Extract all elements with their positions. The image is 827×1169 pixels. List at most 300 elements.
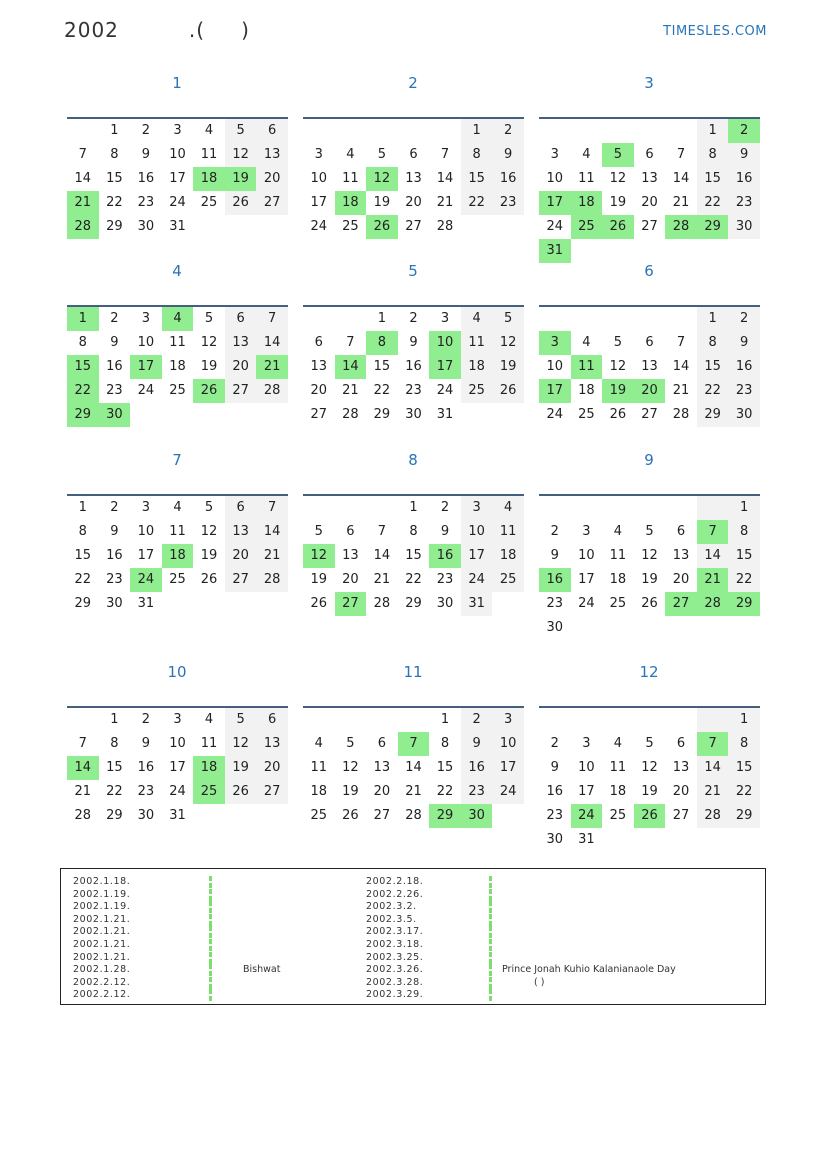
day-cell[interactable]: 13 — [641, 359, 658, 374]
day-cell[interactable]: 25 — [492, 568, 524, 592]
day-cell[interactable]: 27 — [373, 808, 391, 823]
day-cell[interactable]: 22 — [436, 784, 454, 799]
day-cell[interactable]: 9 — [409, 335, 418, 350]
day-cell[interactable]: 7 — [697, 520, 729, 544]
day-cell[interactable]: 28 — [697, 804, 729, 828]
day-cell[interactable]: 19 — [641, 784, 658, 799]
day-cell[interactable]: 3 — [582, 736, 591, 751]
day-cell[interactable]: 23 — [106, 383, 123, 398]
day-cell[interactable]: 17 — [539, 379, 571, 403]
day-cell[interactable]: 16 — [728, 355, 760, 379]
day-cell[interactable]: 29 — [429, 804, 461, 828]
day-cell[interactable]: 30 — [546, 620, 564, 635]
day-cell[interactable]: 1 — [697, 307, 729, 331]
day-cell[interactable]: 1 — [697, 119, 729, 143]
day-cell[interactable]: 16 — [106, 359, 123, 374]
day-cell[interactable]: 10 — [578, 548, 595, 563]
day-cell[interactable]: 14 — [256, 331, 288, 355]
day-cell[interactable]: 14 — [672, 171, 690, 186]
day-cell[interactable]: 30 — [99, 403, 131, 427]
day-cell[interactable]: 25 — [609, 596, 627, 611]
day-cell[interactable]: 5 — [492, 307, 524, 331]
day-cell[interactable]: 1 — [110, 712, 119, 727]
day-cell[interactable]: 18 — [578, 383, 595, 398]
day-cell[interactable]: 11 — [169, 524, 186, 539]
day-cell[interactable]: 11 — [609, 760, 627, 775]
day-cell[interactable]: 5 — [204, 500, 214, 515]
day-cell[interactable]: 27 — [665, 592, 697, 616]
day-cell[interactable]: 26 — [200, 572, 218, 587]
day-cell[interactable]: 12 — [303, 544, 335, 568]
day-cell[interactable]: 16 — [429, 544, 461, 568]
day-cell[interactable]: 17 — [169, 760, 186, 775]
day-cell[interactable]: 1 — [461, 119, 493, 143]
day-cell[interactable]: 2 — [550, 524, 559, 539]
day-cell[interactable]: 26 — [225, 191, 257, 215]
day-cell[interactable]: 29 — [67, 403, 99, 427]
day-cell[interactable]: 29 — [697, 403, 729, 427]
day-cell[interactable]: 23 — [492, 191, 524, 215]
day-cell[interactable]: 5 — [314, 524, 323, 539]
day-cell[interactable]: 25 — [169, 572, 186, 587]
day-cell[interactable]: 5 — [645, 524, 654, 539]
day-cell[interactable]: 7 — [346, 335, 355, 350]
day-cell[interactable]: 11 — [342, 171, 359, 186]
day-cell[interactable]: 10 — [546, 359, 564, 374]
day-cell[interactable]: 30 — [436, 596, 454, 611]
day-cell[interactable]: 29 — [697, 215, 729, 239]
day-cell[interactable]: 14 — [335, 355, 367, 379]
day-cell[interactable]: 6 — [225, 496, 257, 520]
day-cell[interactable]: 24 — [169, 195, 186, 210]
day-cell[interactable]: 20 — [310, 383, 328, 398]
day-cell[interactable]: 12 — [225, 732, 257, 756]
day-cell[interactable]: 3 — [492, 708, 524, 732]
day-cell[interactable]: 2 — [110, 500, 119, 515]
day-cell[interactable]: 21 — [342, 383, 359, 398]
day-cell[interactable]: 18 — [609, 784, 627, 799]
day-cell[interactable]: 19 — [200, 548, 218, 563]
day-cell[interactable]: 8 — [440, 736, 450, 751]
day-cell[interactable]: 29 — [405, 596, 422, 611]
day-cell[interactable]: 9 — [550, 548, 559, 563]
day-cell[interactable]: 11 — [200, 147, 218, 162]
day-cell[interactable]: 28 — [405, 808, 422, 823]
day-cell[interactable]: 16 — [461, 756, 493, 780]
day-cell[interactable]: 25 — [200, 195, 218, 210]
day-cell[interactable]: 13 — [256, 143, 288, 167]
day-cell[interactable]: 30 — [137, 219, 155, 234]
day-cell[interactable]: 3 — [141, 311, 151, 326]
day-cell[interactable]: 2 — [409, 311, 418, 326]
day-cell[interactable]: 17 — [539, 191, 571, 215]
day-cell[interactable]: 25 — [342, 219, 359, 234]
day-cell[interactable]: 2 — [728, 119, 760, 143]
day-cell[interactable]: 4 — [204, 712, 214, 727]
day-cell[interactable]: 28 — [256, 568, 288, 592]
day-cell[interactable]: 4 — [492, 496, 524, 520]
day-cell[interactable]: 14 — [672, 359, 690, 374]
day-cell[interactable]: 12 — [200, 335, 218, 350]
day-cell[interactable]: 7 — [78, 147, 87, 162]
day-cell[interactable]: 20 — [256, 167, 288, 191]
day-cell[interactable]: 22 — [67, 379, 99, 403]
day-cell[interactable]: 24 — [571, 804, 603, 828]
day-cell[interactable]: 6 — [256, 708, 288, 732]
day-cell[interactable]: 2 — [728, 307, 760, 331]
day-cell[interactable]: 29 — [106, 219, 123, 234]
day-cell[interactable]: 9 — [110, 335, 119, 350]
day-cell[interactable]: 10 — [492, 732, 524, 756]
day-cell[interactable]: 8 — [728, 520, 760, 544]
day-cell[interactable]: 23 — [137, 784, 155, 799]
day-cell[interactable]: 16 — [539, 568, 571, 592]
day-cell[interactable]: 26 — [602, 215, 634, 239]
day-cell[interactable]: 26 — [609, 407, 627, 422]
day-cell[interactable]: 21 — [67, 191, 99, 215]
day-cell[interactable]: 11 — [571, 355, 603, 379]
day-cell[interactable]: 13 — [256, 732, 288, 756]
day-cell[interactable]: 28 — [74, 808, 92, 823]
day-cell[interactable]: 27 — [256, 780, 288, 804]
day-cell[interactable]: 5 — [645, 736, 654, 751]
day-cell[interactable]: 17 — [137, 548, 155, 563]
day-cell[interactable]: 30 — [405, 407, 422, 422]
day-cell[interactable]: 18 — [193, 756, 225, 780]
day-cell[interactable]: 24 — [130, 568, 162, 592]
day-cell[interactable]: 31 — [539, 239, 571, 263]
day-cell[interactable]: 22 — [74, 572, 92, 587]
day-cell[interactable]: 1 — [409, 500, 418, 515]
day-cell[interactable]: 4 — [162, 307, 194, 331]
day-cell[interactable]: 11 — [609, 548, 627, 563]
day-cell[interactable]: 7 — [256, 496, 288, 520]
day-cell[interactable]: 19 — [492, 355, 524, 379]
day-cell[interactable]: 14 — [373, 548, 391, 563]
day-cell[interactable]: 8 — [110, 147, 119, 162]
day-cell[interactable]: 10 — [546, 171, 564, 186]
day-cell[interactable]: 7 — [676, 147, 686, 162]
day-cell[interactable]: 26 — [492, 379, 524, 403]
day-cell[interactable]: 3 — [539, 331, 571, 355]
day-cell[interactable]: 9 — [461, 732, 493, 756]
day-cell[interactable]: 21 — [672, 195, 690, 210]
day-cell[interactable]: 1 — [67, 307, 99, 331]
day-cell[interactable]: 15 — [74, 548, 92, 563]
day-cell[interactable]: 4 — [346, 147, 355, 162]
day-cell[interactable]: 7 — [697, 732, 729, 756]
day-cell[interactable]: 22 — [461, 191, 493, 215]
day-cell[interactable]: 27 — [335, 592, 367, 616]
day-cell[interactable]: 14 — [256, 520, 288, 544]
day-cell[interactable]: 19 — [200, 359, 218, 374]
day-cell[interactable]: 31 — [169, 808, 186, 823]
day-cell[interactable]: 6 — [409, 147, 418, 162]
day-cell[interactable]: 20 — [405, 195, 422, 210]
day-cell[interactable]: 15 — [67, 355, 99, 379]
day-cell[interactable]: 23 — [137, 195, 155, 210]
day-cell[interactable]: 27 — [310, 407, 328, 422]
day-cell[interactable]: 10 — [169, 736, 186, 751]
day-cell[interactable]: 18 — [609, 572, 627, 587]
day-cell[interactable]: 16 — [546, 784, 564, 799]
day-cell[interactable]: 9 — [728, 143, 760, 167]
day-cell[interactable]: 21 — [672, 383, 690, 398]
day-cell[interactable]: 10 — [310, 171, 328, 186]
day-cell[interactable]: 16 — [137, 760, 155, 775]
day-cell[interactable]: 25 — [193, 780, 225, 804]
day-cell[interactable]: 3 — [314, 147, 323, 162]
day-cell[interactable]: 8 — [697, 331, 729, 355]
day-cell[interactable]: 22 — [405, 572, 422, 587]
day-cell[interactable]: 15 — [728, 756, 760, 780]
day-cell[interactable]: 26 — [310, 596, 328, 611]
day-cell[interactable]: 8 — [409, 524, 418, 539]
day-cell[interactable]: 23 — [461, 780, 493, 804]
day-cell[interactable]: 13 — [225, 331, 257, 355]
day-cell[interactable]: 3 — [440, 311, 450, 326]
day-cell[interactable]: 13 — [310, 359, 328, 374]
day-cell[interactable]: 2 — [461, 708, 493, 732]
day-cell[interactable]: 19 — [342, 784, 359, 799]
day-cell[interactable]: 11 — [578, 171, 595, 186]
day-cell[interactable]: 14 — [697, 756, 729, 780]
day-cell[interactable]: 3 — [141, 500, 151, 515]
day-cell[interactable]: 31 — [436, 407, 454, 422]
day-cell[interactable]: 29 — [728, 592, 760, 616]
day-cell[interactable]: 22 — [728, 568, 760, 592]
day-cell[interactable]: 3 — [173, 712, 182, 727]
day-cell[interactable]: 4 — [613, 736, 623, 751]
day-cell[interactable]: 31 — [169, 219, 186, 234]
day-cell[interactable]: 16 — [728, 167, 760, 191]
day-cell[interactable]: 5 — [602, 143, 634, 167]
day-cell[interactable]: 19 — [609, 195, 627, 210]
day-cell[interactable]: 24 — [310, 219, 328, 234]
day-cell[interactable]: 23 — [106, 572, 123, 587]
day-cell[interactable]: 25 — [609, 808, 627, 823]
day-cell[interactable]: 3 — [461, 496, 493, 520]
day-cell[interactable]: 3 — [550, 147, 559, 162]
day-cell[interactable]: 2 — [492, 119, 524, 143]
day-cell[interactable]: 9 — [141, 736, 151, 751]
day-cell[interactable]: 29 — [106, 808, 123, 823]
day-cell[interactable]: 27 — [641, 219, 658, 234]
day-cell[interactable]: 30 — [728, 403, 760, 427]
day-cell[interactable]: 17 — [169, 171, 186, 186]
day-cell[interactable]: 18 — [335, 191, 367, 215]
day-cell[interactable]: 13 — [342, 548, 359, 563]
day-cell[interactable]: 28 — [697, 592, 729, 616]
day-cell[interactable]: 21 — [436, 195, 454, 210]
day-cell[interactable]: 15 — [436, 760, 454, 775]
day-cell[interactable]: 21 — [373, 572, 391, 587]
day-cell[interactable]: 23 — [728, 191, 760, 215]
day-cell[interactable]: 19 — [602, 379, 634, 403]
day-cell[interactable]: 17 — [461, 544, 493, 568]
day-cell[interactable]: 1 — [110, 123, 119, 138]
day-cell[interactable]: 20 — [342, 572, 359, 587]
day-cell[interactable]: 30 — [728, 215, 760, 239]
day-cell[interactable]: 21 — [697, 568, 729, 592]
day-cell[interactable]: 4 — [173, 500, 182, 515]
day-cell[interactable]: 21 — [697, 780, 729, 804]
day-cell[interactable]: 12 — [342, 760, 359, 775]
day-cell[interactable]: 15 — [106, 171, 123, 186]
day-cell[interactable]: 30 — [461, 804, 493, 828]
day-cell[interactable]: 8 — [728, 732, 760, 756]
day-cell[interactable]: 25 — [169, 383, 186, 398]
day-cell[interactable]: 25 — [461, 379, 493, 403]
day-cell[interactable]: 5 — [346, 736, 355, 751]
day-cell[interactable]: 9 — [728, 331, 760, 355]
day-cell[interactable]: 3 — [582, 524, 591, 539]
day-cell[interactable]: 27 — [225, 568, 257, 592]
day-cell[interactable]: 26 — [366, 215, 398, 239]
day-cell[interactable]: 1 — [377, 311, 387, 326]
day-cell[interactable]: 13 — [672, 548, 690, 563]
day-cell[interactable]: 31 — [461, 592, 493, 616]
day-cell[interactable]: 6 — [645, 335, 654, 350]
day-cell[interactable]: 13 — [672, 760, 690, 775]
day-cell[interactable]: 24 — [546, 219, 564, 234]
day-cell[interactable]: 7 — [676, 335, 686, 350]
day-cell[interactable]: 27 — [405, 219, 422, 234]
day-cell[interactable]: 20 — [641, 195, 658, 210]
day-cell[interactable]: 7 — [256, 307, 288, 331]
day-cell[interactable]: 5 — [204, 311, 214, 326]
day-cell[interactable]: 19 — [310, 572, 328, 587]
day-cell[interactable]: 6 — [256, 119, 288, 143]
day-cell[interactable]: 26 — [641, 596, 658, 611]
day-cell[interactable]: 6 — [676, 736, 686, 751]
day-cell[interactable]: 16 — [137, 171, 155, 186]
day-cell[interactable]: 5 — [377, 147, 387, 162]
day-cell[interactable]: 20 — [672, 572, 690, 587]
day-cell[interactable]: 12 — [641, 760, 658, 775]
day-cell[interactable]: 13 — [373, 760, 391, 775]
day-cell[interactable]: 12 — [200, 524, 218, 539]
day-cell[interactable]: 22 — [697, 379, 729, 403]
day-cell[interactable]: 29 — [373, 407, 391, 422]
day-cell[interactable]: 21 — [74, 784, 92, 799]
day-cell[interactable]: 6 — [346, 524, 355, 539]
day-cell[interactable]: 1 — [440, 712, 450, 727]
day-cell[interactable]: 18 — [169, 359, 186, 374]
day-cell[interactable]: 28 — [256, 379, 288, 403]
day-cell[interactable]: 29 — [74, 596, 92, 611]
day-cell[interactable]: 8 — [461, 143, 493, 167]
day-cell[interactable]: 23 — [436, 572, 454, 587]
day-cell[interactable]: 6 — [645, 147, 654, 162]
day-cell[interactable]: 22 — [106, 195, 123, 210]
day-cell[interactable]: 27 — [225, 379, 257, 403]
day-cell[interactable]: 6 — [225, 307, 257, 331]
day-cell[interactable]: 11 — [492, 520, 524, 544]
day-cell[interactable]: 7 — [377, 524, 387, 539]
day-cell[interactable]: 29 — [728, 804, 760, 828]
day-cell[interactable]: 11 — [169, 335, 186, 350]
day-cell[interactable]: 18 — [492, 544, 524, 568]
day-cell[interactable]: 20 — [256, 756, 288, 780]
day-cell[interactable]: 1 — [78, 500, 87, 515]
day-cell[interactable]: 26 — [225, 780, 257, 804]
day-cell[interactable]: 23 — [546, 596, 564, 611]
day-cell[interactable]: 10 — [461, 520, 493, 544]
day-cell[interactable]: 18 — [193, 167, 225, 191]
day-cell[interactable]: 2 — [141, 123, 151, 138]
day-cell[interactable]: 24 — [436, 383, 454, 398]
day-cell[interactable]: 1 — [728, 708, 760, 732]
day-cell[interactable]: 9 — [492, 143, 524, 167]
day-cell[interactable]: 28 — [672, 407, 690, 422]
site-link[interactable]: TIMESLES.COM — [663, 24, 767, 39]
day-cell[interactable]: 9 — [110, 524, 119, 539]
day-cell[interactable]: 24 — [492, 780, 524, 804]
day-cell[interactable]: 13 — [405, 171, 422, 186]
day-cell[interactable]: 22 — [373, 383, 391, 398]
day-cell[interactable]: 12 — [366, 167, 398, 191]
day-cell[interactable]: 31 — [578, 832, 595, 847]
day-cell[interactable]: 23 — [546, 808, 564, 823]
day-cell[interactable]: 15 — [728, 544, 760, 568]
day-cell[interactable]: 10 — [169, 147, 186, 162]
day-cell[interactable]: 18 — [461, 355, 493, 379]
day-cell[interactable]: 24 — [546, 407, 564, 422]
day-cell[interactable]: 8 — [78, 335, 87, 350]
day-cell[interactable]: 25 — [310, 808, 328, 823]
day-cell[interactable]: 21 — [256, 355, 288, 379]
day-cell[interactable]: 8 — [366, 331, 398, 355]
day-cell[interactable]: 10 — [429, 331, 461, 355]
day-cell[interactable]: 14 — [74, 171, 92, 186]
day-cell[interactable]: 30 — [106, 596, 123, 611]
day-cell[interactable]: 23 — [405, 383, 422, 398]
day-cell[interactable]: 21 — [405, 784, 422, 799]
day-cell[interactable]: 2 — [141, 712, 151, 727]
day-cell[interactable]: 17 — [310, 195, 328, 210]
day-cell[interactable]: 6 — [314, 335, 323, 350]
day-cell[interactable]: 24 — [169, 784, 186, 799]
day-cell[interactable]: 15 — [373, 359, 391, 374]
day-cell[interactable]: 19 — [373, 195, 391, 210]
day-cell[interactable]: 20 — [373, 784, 391, 799]
day-cell[interactable]: 17 — [429, 355, 461, 379]
day-cell[interactable]: 20 — [672, 784, 690, 799]
day-cell[interactable]: 20 — [225, 355, 257, 379]
day-cell[interactable]: 20 — [225, 544, 257, 568]
day-cell[interactable]: 15 — [106, 760, 123, 775]
day-cell[interactable]: 10 — [137, 335, 155, 350]
day-cell[interactable]: 28 — [342, 407, 359, 422]
day-cell[interactable]: 8 — [697, 143, 729, 167]
day-cell[interactable]: 14 — [67, 756, 99, 780]
day-cell[interactable]: 15 — [697, 167, 729, 191]
day-cell[interactable]: 24 — [461, 568, 493, 592]
day-cell[interactable]: 17 — [578, 784, 595, 799]
day-cell[interactable]: 2 — [110, 311, 119, 326]
day-cell[interactable]: 26 — [193, 379, 225, 403]
day-cell[interactable]: 13 — [225, 520, 257, 544]
day-cell[interactable]: 15 — [405, 548, 422, 563]
day-cell[interactable]: 12 — [609, 171, 627, 186]
day-cell[interactable]: 3 — [173, 123, 182, 138]
day-cell[interactable]: 14 — [405, 760, 422, 775]
day-cell[interactable]: 13 — [641, 171, 658, 186]
day-cell[interactable]: 18 — [162, 544, 194, 568]
day-cell[interactable]: 7 — [78, 736, 87, 751]
day-cell[interactable]: 16 — [106, 548, 123, 563]
